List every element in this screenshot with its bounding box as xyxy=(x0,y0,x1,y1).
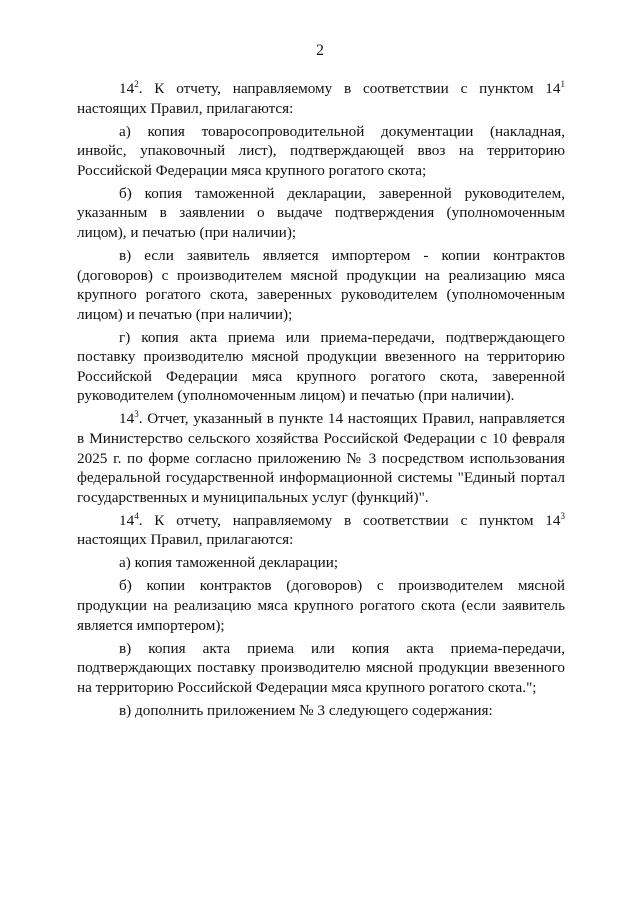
paragraph-14-3 xyxy=(77,409,565,507)
list-item-b: б) копия таможенной декларации, заверенной руководителем, указанным в заявлении о выдаче подтверждения (уполномоченным лицом), и печатью (при наличии); xyxy=(77,184,565,241)
paragraph-text: . К отчету, направляемому в соответствии с пунктом 14 xyxy=(138,511,561,529)
paragraph-14-2 xyxy=(77,79,565,118)
clause-superscript: 4 xyxy=(134,510,139,521)
reference-superscript: 1 xyxy=(560,79,565,89)
reference-superscript: 3 xyxy=(560,510,565,521)
list-item-v: в) если заявитель является импортером - копии контрактов (договоров) с производителем мясной продукции на реализацию мяса крупного рогатого скота, заверенных руководителем (уполномоченным лицом) и печатью (при наличии); xyxy=(77,246,565,323)
page-number: 2 xyxy=(316,42,324,59)
clause-superscript: 2 xyxy=(134,79,139,89)
list-item-b: б) копии контрактов (договоров) с производителем мясной продукции на реализацию мяса крупного рогатого скота (если заявитель является импортером); xyxy=(77,577,565,634)
paragraph-text: . Отчет, указанный в пункте 14 настоящих Правил, направляется в Министерство сельского хозяйства Российской Федерации с 10 февраля 2025 г. по форме согласно приложению № 3 посредством использования федеральной государственной информационной системы "Единый портал государственных и муниципальных услуг (функций)". xyxy=(77,410,565,506)
paragraph-text: . К отчету, направляемому в соответствии с пунктом 14 xyxy=(138,80,561,97)
amendment-item-v: в) дополнить приложением № 3 следующего содержания: xyxy=(119,701,493,719)
list-item-a: а) копия таможенной декларации; xyxy=(119,554,339,572)
paragraph-14-4 xyxy=(77,511,565,550)
clause-number: 14 xyxy=(119,410,135,428)
clause-superscript: 3 xyxy=(134,409,139,420)
paragraph-text-continued: настоящих Правил, прилагаются: xyxy=(77,99,294,117)
list-item-g: г) копия акта приема или приема-передачи, подтверждающего поставку производителю мясной продукции ввезенного на территорию Российской Федерации мяса крупного рогатого скота, заверенной руководителем (уполномоченным лицом) и печатью (при наличии). xyxy=(77,328,565,405)
clause-number: 14 xyxy=(119,80,135,97)
clause-number: 14 xyxy=(119,511,135,529)
list-item-v: в) копия акта приема или копия акта приема-передачи, подтверждающих поставку производителю мясной продукции ввезенного на территорию Российской Федерации мяса крупного рогатого скота."; xyxy=(77,639,565,696)
list-item-a: а) копия товаросопроводительной документации (накладная, инвойс, упаковочный лист), подтверждающей ввоз на территорию Российской Федерации мяса крупного рогатого скота; xyxy=(77,122,565,179)
document-body xyxy=(77,79,565,724)
paragraph-text-continued: настоящих Правил, прилагаются: xyxy=(77,531,294,549)
